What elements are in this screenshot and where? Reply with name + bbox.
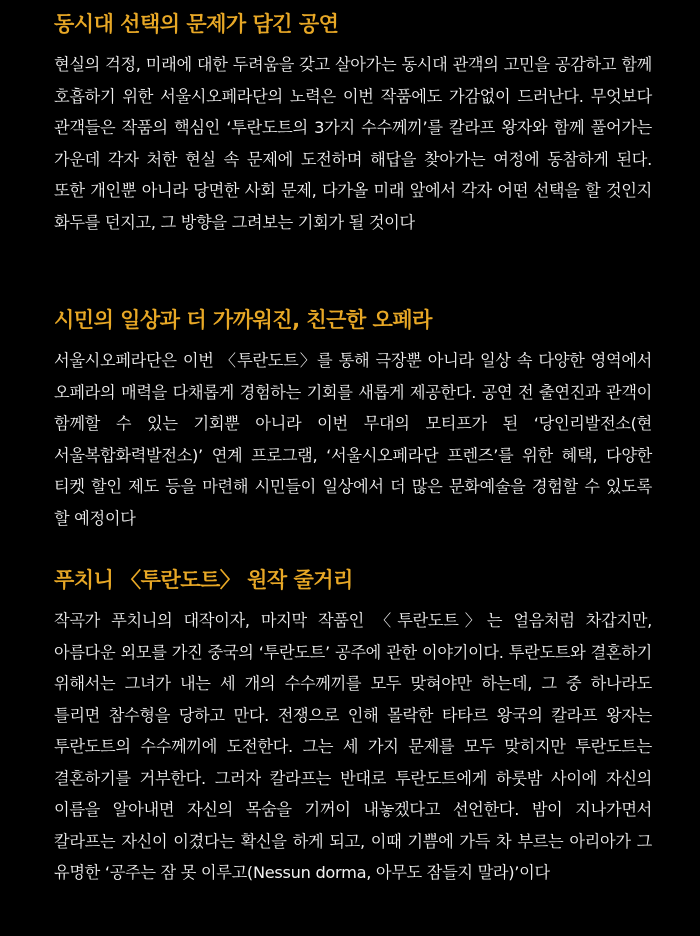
- section-heading: 푸치니 〈투란도트〉 원작 줄거리: [54, 568, 353, 592]
- section-heading: 시민의 일상과 더 가까워진, 친근한 오페라: [54, 308, 432, 332]
- section-body: 작곡가 푸치니의 대작이자, 마지막 작품인 〈투란도트〉는 얼음처럼 차갑지만, 아름다운 외모를 가진 중국의 ‘투란도트’ 공주에 관한 이야기이다. 투란도트와 결혼하기 위해서는 그녀가 내는 세 개의 수수께끼를 모두 맞혀야만 하는데, 그 중 하나라도 틀리면 참수형을 당하고 만다. 전쟁으로 인해 몰락한 타타르 왕국의 칼라프 왕자는 투란도트의 수수께끼에 도전한다. 그는 세 가지 문제를 모두 맞히지만 투란도트는 결혼하기를 거부한다. 그러자 칼라프는 반대로 투란도트에게 하룻밤 사이에 자신의 이름을 알아내면 자신의 목숨을 기꺼이 내놓겠다고 선언한다. 밤이 지나가면서 칼라프는 자신이 이겼다는 확신을 하게 되고, 이때 기쁨에 가득 차 부르는 아리아가 그 유명한 ‘공주는 잠 못 이루고(Nessun dorma, 아무도 잠들지 말라)’이다: [54, 611, 652, 882]
- section-body: 서울시오페라단은 이번 〈투란도트〉를 통해 극장뿐 아니라 일상 속 다양한 영역에서 오페라의 매력을 다채롭게 경험하는 기회를 새롭게 제공한다. 공연 전 출연진과 관객이 함께할 수 있는 기회뿐 아니라 이번 무대의 모티프가 된 ‘당인리발전소(현 서울복합화력발전소)’ 연계 프로그램, ‘서울시오페라단 프렌즈’를 위한 혜택, 다양한 티켓 할인 제도 등을 마련해 시민들이 일상에서 더 많은 문화예술을 경험할 수 있도록 할 예정이다: [54, 351, 652, 528]
- section-body: 현실의 걱정, 미래에 대한 두려움을 갖고 살아가는 동시대 관객의 고민을 공감하고 함께 호흡하기 위한 서울시오페라단의 노력은 이번 작품에도 가감없이 드러난다. 무엇보다 관객들은 작품의 핵심인 ‘투란도트의 3가지 수수께끼’를 칼라프 왕자와 함께 풀어가는 가운데 각자 처한 현실 속 문제에 도전하며 해답을 찾아가는 여정에 동참하게 된다. 또한 개인뿐 아니라 당면한 사회 문제, 다가올 미래 앞에서 각자 어떤 선택을 할 것인지 화두를 던지고, 그 방향을 그려보는 기회가 될 것이다: [54, 55, 652, 232]
- section-contemporary-choice: [54, 7, 652, 238]
- section-citizen-opera: [54, 303, 652, 534]
- section-heading: 동시대 선택의 문제가 담긴 공연: [54, 12, 339, 36]
- section-synopsis: [54, 563, 652, 889]
